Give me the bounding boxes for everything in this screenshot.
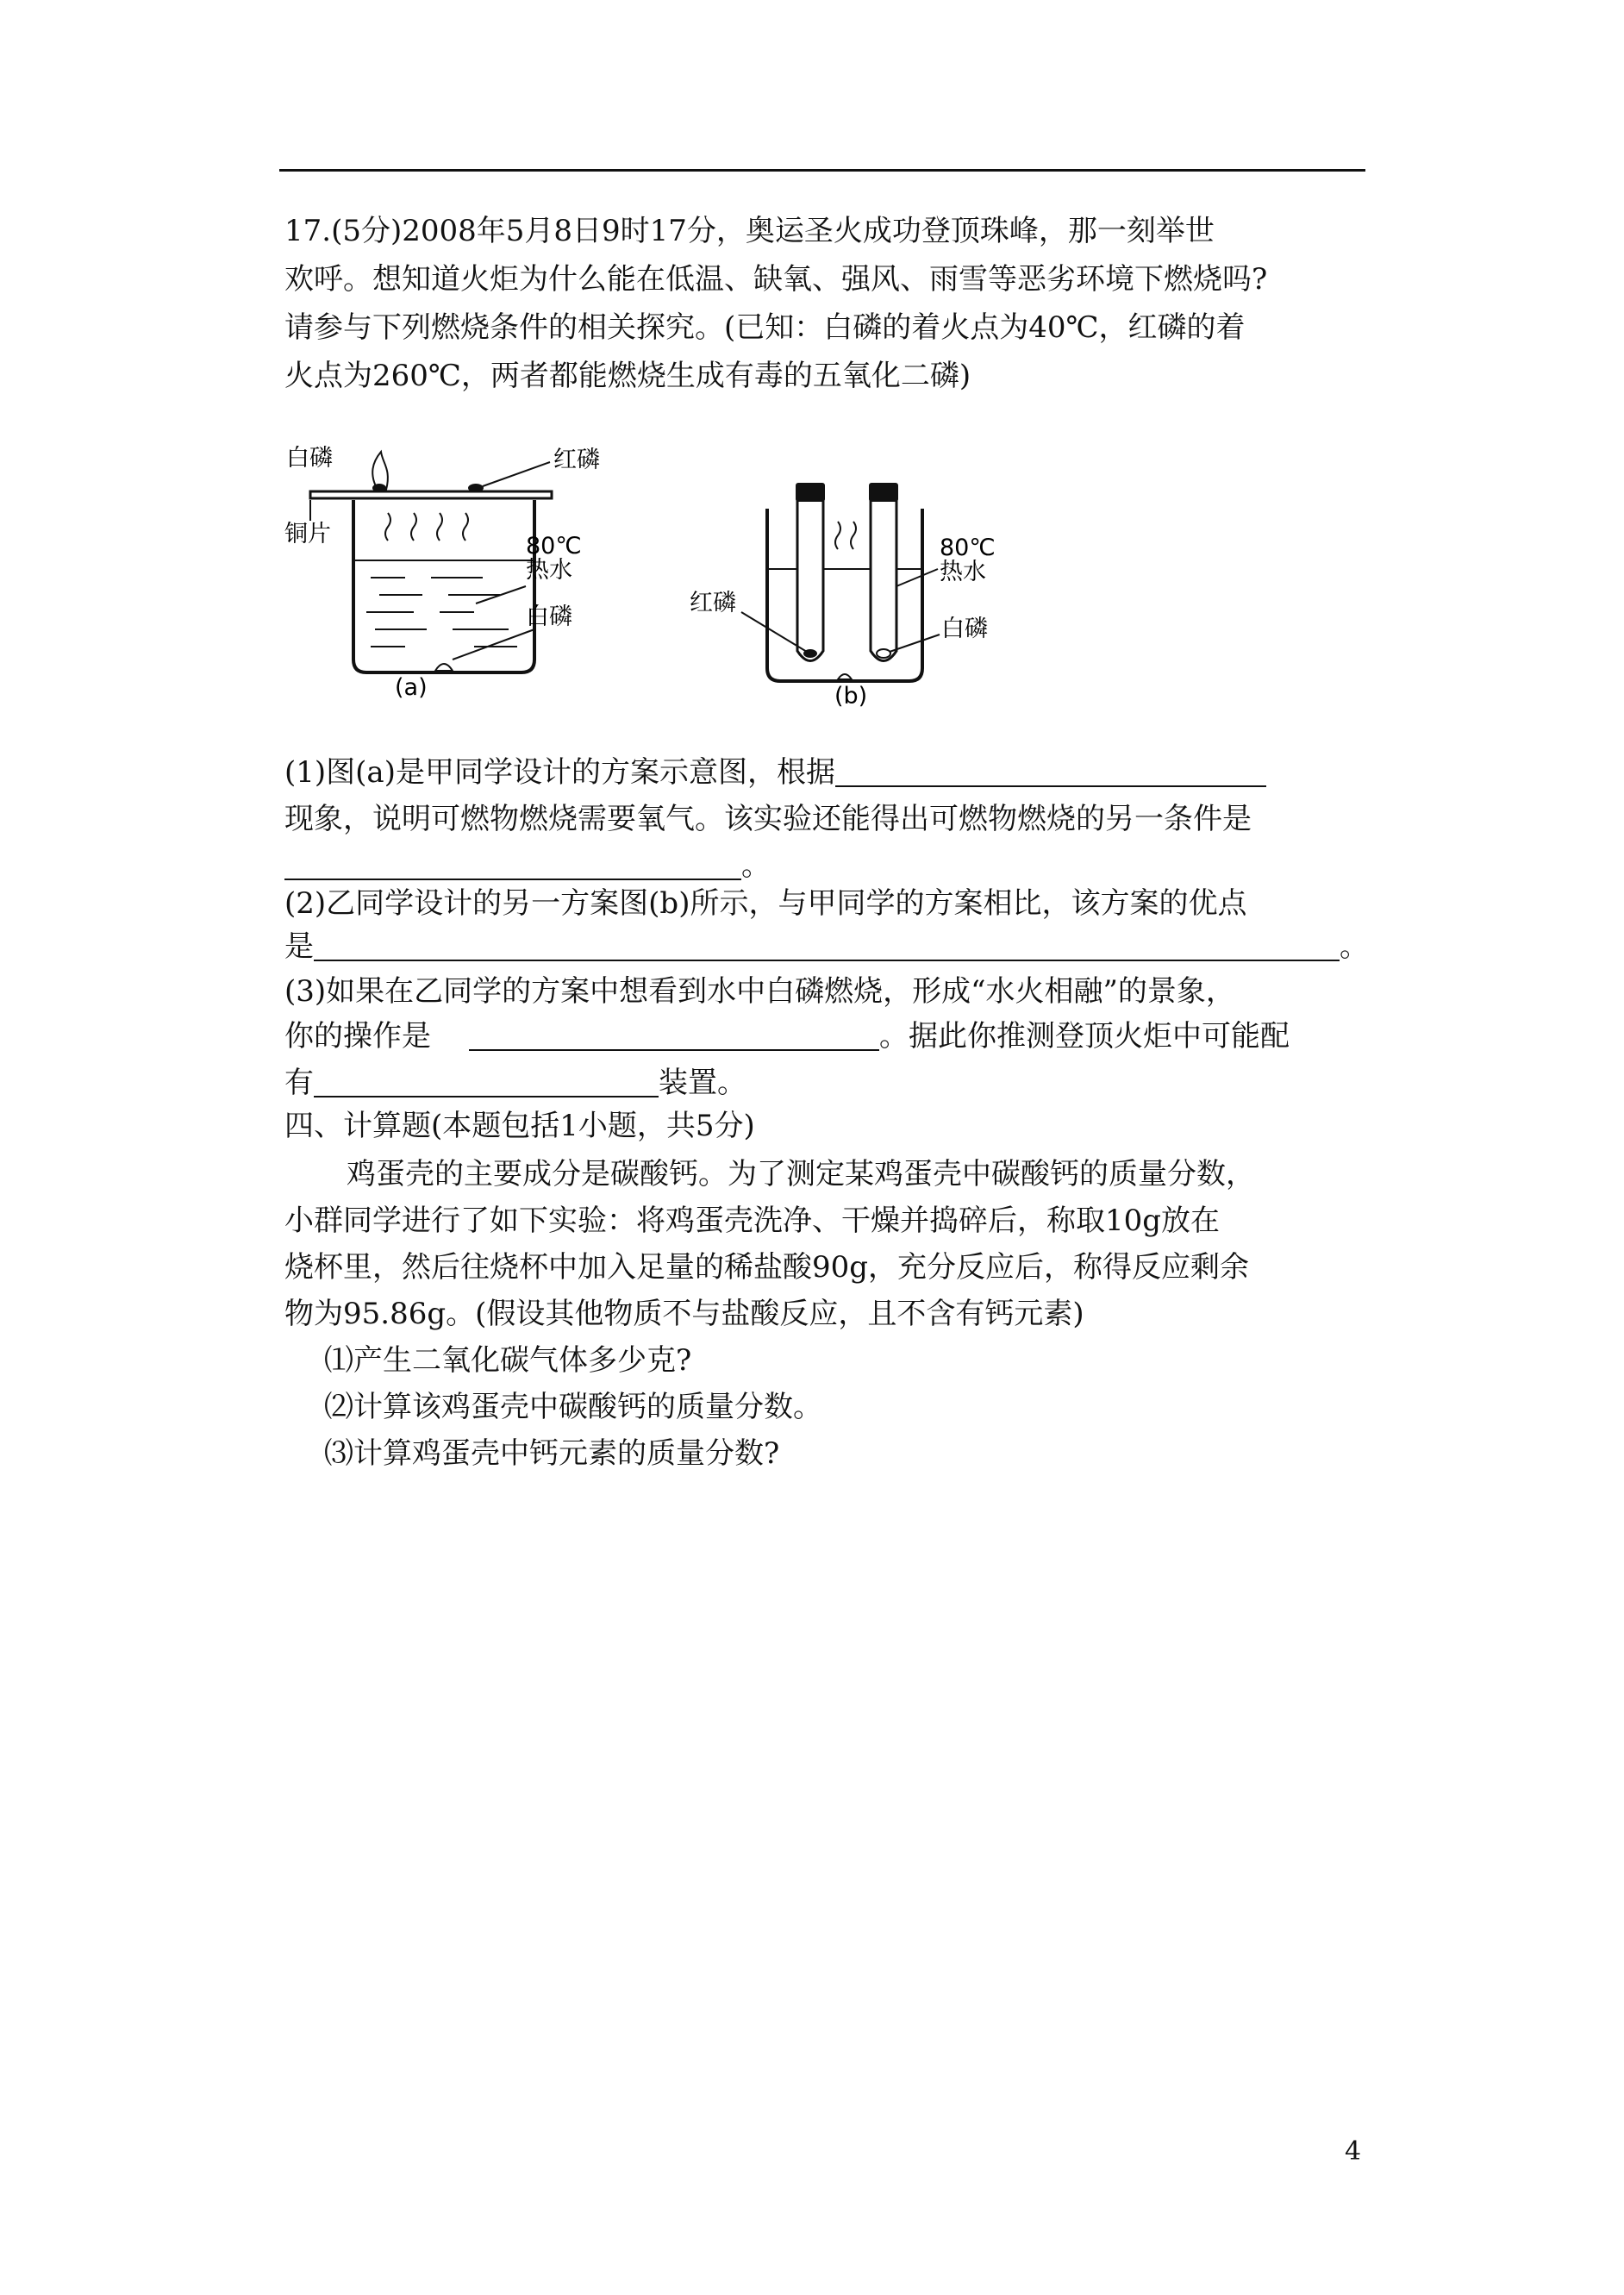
section4-question-1: ⑴产生二氧化碳气体多少克? (324, 1343, 692, 1378)
part1-blank-2[interactable] (284, 849, 741, 880)
test-tube-right (871, 498, 896, 661)
part3-line-3 (284, 1062, 746, 1104)
stopper-right (869, 483, 898, 502)
label-temperature: 80℃ (526, 533, 582, 560)
part3-text-b: 你的操作是 (284, 1019, 431, 1054)
part3-text-c: 有 (284, 1066, 314, 1100)
label-white-phosphorus-water: 白磷 (526, 603, 572, 630)
label-copper-plate: 铜片 (284, 521, 331, 547)
label-red-phosphorus-b: 红磷 (690, 590, 736, 616)
label-temperature-b: 80℃ (940, 535, 996, 561)
section4-title: 四、计算题(本题包括1小题，共5分) (284, 1109, 755, 1143)
beaker-b (767, 509, 922, 681)
part3-line-1: (3)如果在乙同学的方案中想看到水中白磷燃烧，形成“水火相融”的景象， (284, 974, 1235, 1009)
part2-blank[interactable] (314, 930, 1340, 961)
header-rule (279, 169, 1365, 172)
section4-question-3: ⑶计算鸡蛋壳中钙元素的质量分数? (324, 1436, 780, 1471)
part2-text-b: 是 (284, 929, 314, 964)
label-hot-water: 热水 (526, 557, 572, 584)
part2-line-2 (284, 926, 1369, 967)
part3-end: 装置。 (659, 1066, 746, 1100)
label-white-phosphorus-top: 白磷 (286, 445, 333, 472)
label-hot-water-b: 热水 (940, 559, 986, 585)
test-tube-left (797, 498, 823, 661)
section4-para-line-2: 小群同学进行了如下实验：将鸡蛋壳洗净、干燥并捣碎后，称取10g放在 (284, 1204, 1221, 1238)
q17-line-1: 17.(5分)2008年5月8日9时17分，奥运圣火成功登顶珠峰，那一刻举世 (284, 214, 1215, 248)
figure-b-beaker-diagram (690, 483, 1034, 716)
part2-end: 。 (1340, 929, 1369, 964)
part1-line-1 (284, 752, 1266, 793)
part1-line-3 (284, 845, 771, 886)
figure-b-caption: (b) (834, 683, 868, 710)
label-white-phosphorus-b: 白磷 (941, 616, 988, 642)
section4-para-line-1: 鸡蛋壳的主要成分是碳酸钙。为了测定某鸡蛋壳中碳酸钙的质量分数， (347, 1157, 1255, 1191)
part3-line-2 (284, 1016, 1290, 1057)
copper-plate (310, 491, 552, 498)
q17-line-3: 请参与下列燃烧条件的相关探究。(已知：白磷的着火点为40℃，红磷的着 (284, 310, 1246, 345)
part1-line-2: 现象，说明可燃物燃烧需要氧气。该实验还能得出可燃物燃烧的另一条件是 (284, 802, 1252, 836)
part3-blank-1[interactable] (469, 1020, 879, 1051)
label-red-phosphorus: 红磷 (553, 447, 600, 473)
part1-text-a: (1)图(a)是甲同学设计的方案示意图，根据 (284, 755, 835, 790)
stopper-left (796, 483, 825, 502)
part3-blank-2[interactable] (314, 1066, 659, 1097)
section4-para-line-3: 烧杯里，然后往烧杯中加入足量的稀盐酸90g，充分反应后，称得反应剩余 (284, 1250, 1250, 1285)
figure-a-caption: (a) (395, 674, 428, 701)
q17-line-4: 火点为260℃，两者都能燃烧生成有毒的五氧化二磷) (284, 359, 971, 393)
q17-line-2: 欢呼。想知道火炬为什么能在低温、缺氧、强风、雨雪等恶劣环境下燃烧吗? (284, 262, 1268, 297)
section4-para-line-4: 物为95.86g。(假设其他物质不与盐酸反应，且不含有钙元素) (284, 1297, 1084, 1331)
part1-end: 。 (741, 848, 771, 883)
part1-blank-1[interactable] (835, 756, 1266, 787)
part3-text-b-mid: 。据此你推测登顶火炬中可能配 (879, 1019, 1290, 1054)
section4-question-2: ⑵计算该鸡蛋壳中碳酸钙的质量分数。 (324, 1390, 822, 1424)
figure-a-beaker-diagram (276, 431, 655, 707)
page-number: 4 (1345, 2136, 1362, 2167)
part2-line-1: (2)乙同学设计的另一方案图(b)所示，与甲同学的方案相比，该方案的优点 (284, 886, 1247, 921)
